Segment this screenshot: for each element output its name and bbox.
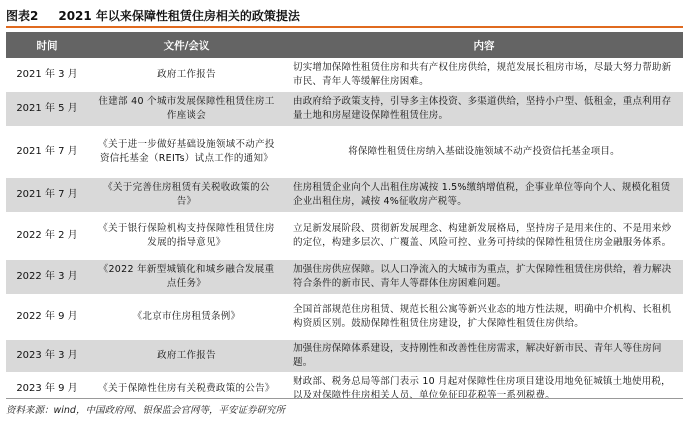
row-time: 2021 年 3 月 xyxy=(16,69,78,80)
figure-header xyxy=(6,4,683,28)
row-document: 《2022 年新型城镇化和城乡融合发展重点任务》 xyxy=(98,264,275,289)
table-row xyxy=(6,58,683,92)
row-content: 加强住房供应保障。以人口净流入的大城市为重点，扩大保障性租赁住房供给，着力解决符合条件的新市民、青年人等群体住房困难问题。 xyxy=(293,264,672,289)
row-document: 政府工作报告 xyxy=(157,350,216,361)
row-time: 2022 年 9 月 xyxy=(16,311,78,322)
table-row xyxy=(6,260,683,294)
row-content: 切实增加保障性租赁住房和共有产权住房供给，规范发展长租房市场，尽最大努力帮助新市民、青年人等缓解住房困难。 xyxy=(293,62,672,87)
figure-label: 图表2 xyxy=(6,8,39,23)
row-time: 2021 年 7 月 xyxy=(16,146,78,157)
row-time: 2021 年 7 月 xyxy=(16,189,78,200)
row-time: 2022 年 3 月 xyxy=(16,271,78,282)
table-row xyxy=(6,178,683,212)
row-content: 由政府给予政策支持，引导多主体投资、多渠道供给，坚持小户型、低租金，重点利用存量土地和房屋建设保障性租赁住房。 xyxy=(293,96,672,121)
header-time: 时间 xyxy=(36,39,58,52)
row-document: 住建部 40 个城市发展保障性租赁住房工作座谈会 xyxy=(98,96,275,121)
table-row xyxy=(6,340,683,372)
row-content: 财政部、税务总局等部门表示 10 月起对保障性住房项目建设用地免征城镇土地使用税，以及对保障性住房相关人员、单位免征印花税等一系列税费。 xyxy=(293,376,671,401)
table-header xyxy=(6,32,683,58)
row-content: 全国首部规范住房租赁、规范长租公寓等新兴业态的地方性法规，明确中介机构、长租机构资质区别。鼓励保障性租赁住房建设，扩大保障性租赁住房供给。 xyxy=(293,304,672,329)
row-content: 将保障性租赁住房纳入基础设施领域不动产投资信托基金项目。 xyxy=(348,146,620,157)
row-document: 《北京市住房租赁条例》 xyxy=(132,311,241,322)
row-document: 《关于进一步做好基础设施领域不动产投资信托基金（REITs）试点工作的通知》 xyxy=(98,139,275,164)
row-content: 住房租赁企业向个人出租住房减按 1.5%缴纳增值税，企事业单位等向个人、规模化租赁企业出租住房，减按 4%征收房产税等。 xyxy=(293,182,671,207)
row-time: 2023 年 9 月 xyxy=(16,383,78,394)
policy-table xyxy=(6,32,683,406)
row-time: 2021 年 5 月 xyxy=(16,103,78,114)
table-row xyxy=(6,212,683,260)
header-document: 文件/会议 xyxy=(163,39,210,52)
figure-title: 2021 年以来保障性租赁住房相关的政策提法 xyxy=(58,8,300,23)
row-document: 《关于银行保险机构支持保障性租赁住房发展的指导意见》 xyxy=(98,223,275,248)
row-document: 《关于保障性住房有关税费政策的公告》 xyxy=(98,383,275,394)
row-content: 立足新发展阶段、贯彻新发展理念、构建新发展格局，坚持房子是用来住的、不是用来炒的定位，构建多层次、广覆盖、风险可控、业务可持续的保障性租赁住房金融服务体系。 xyxy=(293,223,672,248)
row-document: 政府工作报告 xyxy=(157,69,216,80)
table-row xyxy=(6,294,683,340)
table-row xyxy=(6,92,683,126)
row-time: 2023 年 3 月 xyxy=(16,350,78,361)
row-document: 《关于完善住房租赁有关税收政策的公告》 xyxy=(103,182,270,207)
row-content: 加强住房保障体系建设，支持刚性和改善性住房需求，解决好新市民、青年人等住房问题。 xyxy=(293,343,662,368)
header-content: 内容 xyxy=(473,39,495,52)
source-note: 资料来源：wind，中国政府网、银保监会官网等，平安证券研究所 xyxy=(6,398,683,416)
row-time: 2022 年 2 月 xyxy=(16,230,78,241)
table-row xyxy=(6,126,683,178)
